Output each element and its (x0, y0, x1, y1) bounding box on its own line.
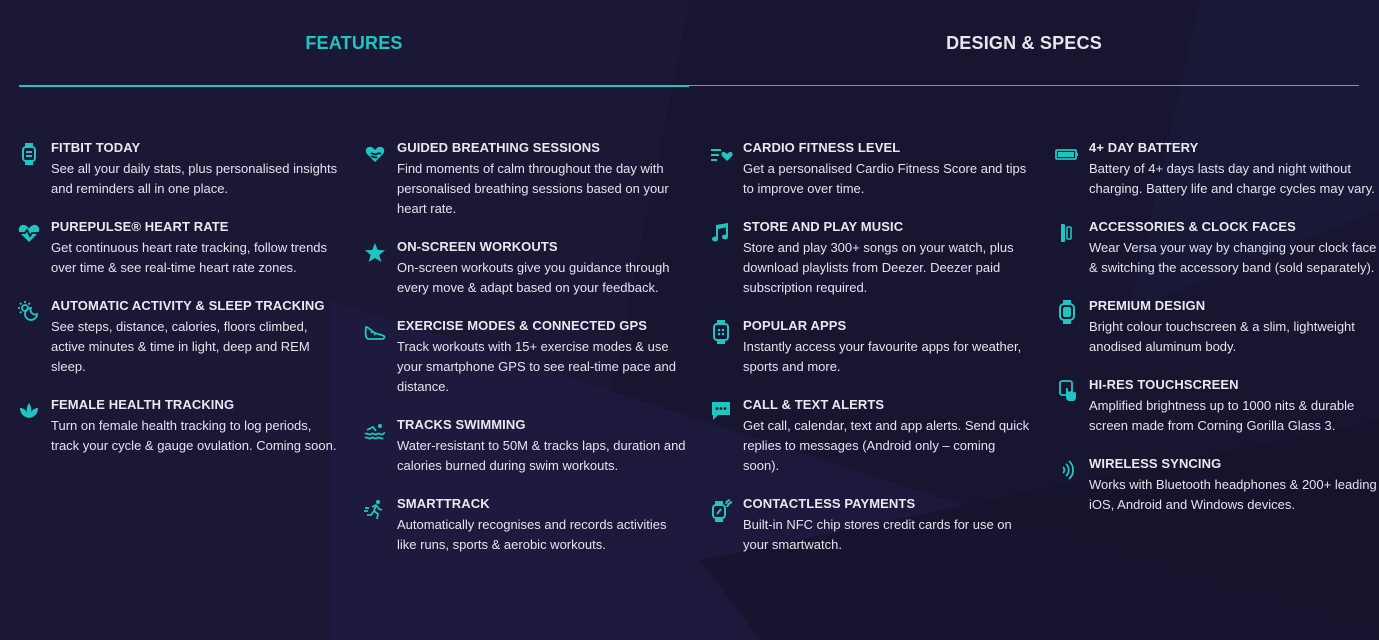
swimming-icon (363, 419, 387, 443)
breathing-heart-icon (363, 142, 387, 166)
features-column-3 (709, 138, 1039, 575)
feature-description: Track workouts with 15+ exercise modes & use your smartphone GPS to see real-time pace and distance. (397, 339, 676, 394)
features-column-4 (1055, 138, 1379, 535)
feature-title: FEMALE HEALTH TRACKING (51, 397, 235, 412)
chat-bubble-icon (709, 399, 733, 423)
feature-title: HI-RES TOUCHSCREEN (1089, 377, 1239, 392)
feature-item (1055, 140, 1379, 199)
sun-moon-icon (17, 300, 41, 324)
feature-item (1055, 219, 1379, 278)
feature-item (1055, 456, 1379, 515)
feature-description: Find moments of calm throughout the day with personalised breathing sessions based on your heart rate. (397, 161, 669, 216)
feature-item (1055, 377, 1379, 436)
wireless-icon (1055, 458, 1079, 482)
tab-features[interactable]: FEATURES (305, 32, 403, 53)
touchscreen-icon (1055, 379, 1079, 403)
feature-description: Water-resistant to 50M & tracks laps, duration and calories burned during swim workouts. (397, 438, 686, 473)
features-column-1 (17, 138, 347, 476)
feature-description: Get call, calendar, text and app alerts. Send quick replies to messages (Android only – coming soon). (743, 418, 1030, 473)
feature-description: Store and play 300+ songs on your watch, plus download playlists from Deezer. Deezer paid subscription required. (743, 240, 1014, 295)
feature-description: Turn on female health tracking to log periods, track your cycle & gauge ovulation. Coming soon. (51, 418, 337, 453)
cardio-fitness-icon (709, 142, 733, 166)
feature-item (363, 140, 693, 219)
feature-description: Battery of 4+ days lasts day and night without charging. Battery life and charge cycles may vary. (1089, 161, 1375, 196)
feature-description: See steps, distance, calories, floors climbed, active minutes & time in light, deep and REM sleep. (51, 319, 310, 374)
feature-item (709, 397, 1039, 476)
feature-description: On-screen workouts give you guidance through every move & adapt based on your feedback. (397, 260, 670, 295)
heart-rate-icon (17, 221, 41, 245)
shoe-icon (363, 320, 387, 344)
feature-description: Get continuous heart rate tracking, follow trends over time & see real-time heart rate zones. (51, 240, 328, 275)
feature-item (709, 140, 1039, 199)
feature-description: Bright colour touchscreen & a slim, lightweight anodised aluminum body. (1089, 319, 1355, 354)
feature-description: Amplified brightness up to 1000 nits & durable screen made from Corning Gorilla Glass 3. (1089, 398, 1355, 433)
tab-bar (19, 0, 1359, 88)
feature-title: CARDIO FITNESS LEVEL (743, 140, 901, 155)
feature-title: PUREPULSE® HEART RATE (51, 219, 229, 234)
music-note-icon (709, 221, 733, 245)
feature-title: ACCESSORIES & CLOCK FACES (1089, 219, 1296, 234)
feature-item (363, 239, 693, 298)
feature-title: TRACKS SWIMMING (397, 417, 526, 432)
battery-icon (1055, 142, 1079, 166)
feature-title: AUTOMATIC ACTIVITY & SLEEP TRACKING (51, 298, 325, 313)
runner-icon (363, 498, 387, 522)
feature-item (363, 496, 693, 555)
feature-title: CALL & TEXT ALERTS (743, 397, 885, 412)
feature-title: STORE AND PLAY MUSIC (743, 219, 904, 234)
feature-item (709, 219, 1039, 298)
feature-description: Instantly access your favourite apps for weather, sports and more. (743, 339, 1022, 374)
feature-item (1055, 298, 1379, 357)
feature-item (363, 417, 693, 476)
feature-item (17, 397, 347, 456)
contactless-watch-icon (709, 498, 733, 522)
features-column-2 (363, 138, 693, 575)
feature-title: PREMIUM DESIGN (1089, 298, 1206, 313)
features-grid (17, 138, 1377, 638)
feature-title: 4+ DAY BATTERY (1089, 140, 1199, 155)
feature-item (17, 140, 347, 199)
band-icon (1055, 221, 1079, 245)
watch-today-icon (17, 142, 41, 166)
feature-item (17, 219, 347, 278)
feature-description: See all your daily stats, plus personalised insights and reminders all in one place. (51, 161, 338, 196)
feature-description: Automatically recognises and records activities like runs, sports & aerobic workouts. (397, 517, 667, 552)
feature-title: ON-SCREEN WORKOUTS (397, 239, 558, 254)
feature-item (17, 298, 347, 377)
feature-title: EXERCISE MODES & CONNECTED GPS (397, 318, 648, 333)
feature-title: SMARTTRACK (397, 496, 490, 511)
feature-title: WIRELESS SYNCING (1089, 456, 1222, 471)
apps-watch-icon (709, 320, 733, 344)
feature-title: GUIDED BREATHING SESSIONS (397, 140, 601, 155)
tab-divider (689, 85, 1359, 86)
feature-title: CONTACTLESS PAYMENTS (743, 496, 916, 511)
feature-description: Wear Versa your way by changing your clock face & switching the accessory band (sold separately). (1089, 240, 1377, 275)
feature-title: FITBIT TODAY (51, 140, 141, 155)
lotus-icon (17, 399, 41, 423)
feature-description: Get a personalised Cardio Fitness Score and tips to improve over time. (743, 161, 1027, 196)
tab-active-indicator (19, 85, 689, 87)
star-icon (363, 241, 387, 265)
feature-description: Works with Bluetooth headphones & 200+ leading iOS, Android and Windows devices. (1089, 477, 1377, 512)
feature-item (709, 318, 1039, 377)
feature-description: Built-in NFC chip stores credit cards for use on your smartwatch. (743, 517, 1012, 552)
tab-design-specs[interactable]: DESIGN & SPECS (946, 32, 1102, 53)
feature-title: POPULAR APPS (743, 318, 847, 333)
feature-item (709, 496, 1039, 555)
feature-item (363, 318, 693, 397)
watch-premium-icon (1055, 300, 1079, 324)
